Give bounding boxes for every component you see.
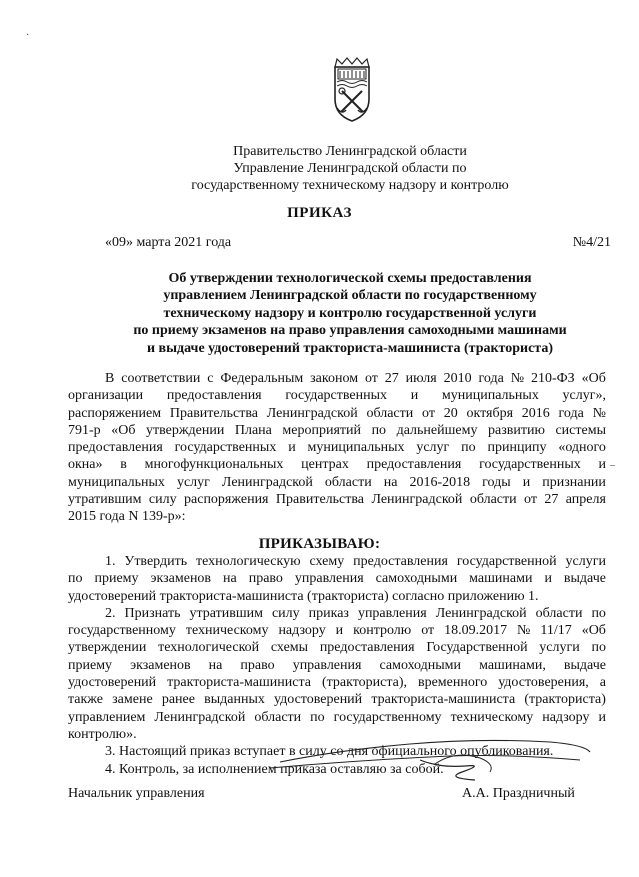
word: право [240, 657, 275, 673]
preamble-line [68, 439, 606, 456]
word: по [310, 709, 325, 725]
word: выдаче [563, 657, 606, 673]
word: 27 [544, 492, 559, 508]
scan-mark: – [610, 460, 615, 471]
org-line: Управление Ленинградской области по [233, 161, 467, 176]
signer-position: Начальник управления [68, 786, 205, 801]
word: и [598, 457, 606, 473]
word: и [598, 709, 606, 725]
word: на [208, 657, 223, 673]
scan-mark: · [26, 30, 30, 41]
word: 2. [105, 605, 116, 621]
subject-line: управлением Ленинградской области по государственному [163, 288, 537, 304]
item-2-line: контролю». [68, 726, 137, 742]
word: Федеральным [220, 371, 304, 386]
word: государственному [68, 623, 176, 639]
word: приему [94, 571, 139, 587]
word: В [105, 371, 115, 386]
word: области [469, 492, 517, 508]
word: области [535, 605, 583, 621]
word: 18.09.2017 [444, 623, 508, 639]
word: признании [542, 474, 606, 490]
word: октября [466, 405, 514, 421]
word: центрах [301, 457, 349, 473]
word: предоставления [166, 388, 262, 404]
word: 2016-2018 [409, 474, 471, 490]
word: технологической [158, 640, 260, 656]
word: силу [148, 492, 177, 508]
word: по [461, 440, 476, 456]
word: техническому [450, 709, 534, 725]
word: годы [482, 474, 511, 490]
word: года [478, 371, 504, 386]
word: тракториста-машиниста [167, 675, 311, 691]
word: управлением [68, 709, 146, 725]
word: Правительства [169, 405, 258, 421]
preamble-paragraph [68, 370, 606, 526]
word: «одного [558, 440, 606, 456]
word: Ленинградской [371, 492, 463, 508]
item-2-line [68, 674, 606, 691]
word: утратившим [189, 605, 263, 621]
preamble-line: 2015 года N 139-р»: [68, 509, 186, 525]
subject-line: по приему экзаменов на право управления самоходными машинами [133, 323, 567, 339]
word: системы [555, 422, 606, 438]
word: контролю [353, 623, 412, 639]
word: услуги [565, 554, 606, 569]
word: предоставления [353, 554, 448, 569]
word: распоряжением [68, 405, 162, 421]
item-1-line [68, 553, 606, 570]
word: многофункциональных [144, 457, 284, 473]
word: 1. [105, 554, 116, 569]
word: № [592, 405, 606, 421]
word: предоставления [319, 640, 415, 656]
word: 20 [443, 405, 458, 421]
subject-line: и выдаче удостоверений тракториста-машиниста (тракториста) [146, 340, 554, 356]
word: схемы [270, 640, 309, 656]
preamble-line [68, 422, 606, 439]
word: утверждении [145, 422, 225, 438]
word: выданных [204, 692, 265, 708]
word: Ленинградской [154, 709, 246, 725]
word: утратившим [68, 492, 142, 508]
word: на [223, 571, 237, 587]
word: муниципальных [68, 474, 165, 490]
word: области [324, 474, 372, 490]
word: Ленинградской [221, 474, 313, 490]
preamble-line [68, 491, 606, 508]
word: Правительства [275, 492, 365, 508]
word: удостоверения, [498, 675, 589, 691]
word: от [524, 492, 537, 508]
word: июля [405, 371, 437, 386]
word: распоряжения [184, 492, 269, 508]
word: государственной [456, 554, 557, 569]
word: «Об [581, 371, 606, 386]
word: соответствии [121, 371, 201, 386]
word: принципу [487, 440, 547, 456]
word: по [591, 605, 606, 621]
word: управления [357, 605, 427, 621]
word: услуг [176, 474, 210, 490]
word: окна» [68, 457, 103, 473]
word: и [335, 623, 344, 639]
word: 2016 [521, 405, 550, 421]
word: развитию [488, 422, 545, 438]
word: ранее [161, 692, 195, 708]
order-number: №4/21 [572, 235, 611, 250]
word: Ленинградской [435, 605, 527, 621]
word: временного [417, 675, 488, 691]
word: Плана [234, 422, 272, 438]
word: самоходными [375, 571, 458, 587]
word: 2010 [443, 371, 472, 386]
word: муниципальных [307, 440, 405, 456]
word: право [248, 571, 283, 587]
word: области [254, 709, 302, 725]
preamble-line [68, 456, 606, 473]
word: мероприятий [282, 422, 362, 438]
item-2-line [68, 605, 606, 622]
word: государственному [333, 709, 442, 725]
org-line: Правительство Ленинградской области [233, 144, 467, 159]
coat-of-arms-emblem [327, 55, 377, 123]
word: экзаменов [130, 657, 191, 673]
order-date: «09» марта 2021 года [105, 235, 232, 250]
subject-line: Об утверждении технологической схемы предоставления [168, 271, 532, 286]
org-line: государственному техническому надзору и контролю [191, 178, 509, 193]
word: удостоверений [68, 675, 157, 691]
signer-name: А.А. Праздничный [462, 786, 575, 801]
word: управления [292, 657, 362, 673]
word: Ленинградской [266, 405, 358, 421]
item-2-line [68, 657, 606, 674]
organization-header [150, 143, 550, 194]
word: законом [310, 371, 359, 386]
order-subject [90, 270, 610, 357]
word: машинами, [479, 657, 546, 673]
item-1-line [68, 570, 606, 587]
word: приказ [308, 605, 349, 621]
word: в [120, 457, 127, 473]
word: 210-ФЗ [530, 371, 575, 386]
word: услуги [539, 640, 580, 656]
word: от [422, 405, 435, 421]
word: предоставления [366, 457, 462, 473]
item-3-line: 3. Настоящий приказ вступает в силу со дня официального опубликования. [105, 744, 554, 760]
word: 791-р [68, 422, 101, 438]
word: удостоверений [274, 692, 363, 708]
word: с [207, 371, 214, 386]
word: государственных [285, 388, 388, 404]
word: машинами [469, 571, 533, 587]
word: «Об [111, 422, 136, 438]
word: а [599, 675, 606, 691]
word: по [371, 422, 387, 438]
preamble-line [68, 387, 606, 404]
word: № [517, 623, 531, 639]
word: и [544, 571, 552, 587]
word: Государственной [426, 640, 528, 656]
preamble-line [68, 370, 606, 387]
word: «Об [581, 623, 606, 639]
word: года [558, 405, 584, 421]
preamble-line [68, 405, 606, 422]
word: (тракториста), [321, 675, 408, 691]
word: надзору [542, 709, 590, 725]
word: также [68, 692, 104, 708]
word: услуг», [562, 388, 606, 404]
word: технологическую [196, 554, 301, 569]
word: выдаче [563, 571, 606, 587]
word: управления [294, 571, 364, 587]
word: тракториста-машиниста [371, 692, 516, 708]
word: и [288, 440, 296, 456]
word: № [510, 371, 525, 386]
word: от [364, 371, 378, 386]
word: Признать [124, 605, 181, 621]
word: (тракториста) [524, 692, 606, 708]
word: услуг [416, 440, 450, 456]
word: организации [68, 388, 144, 404]
word: приему [68, 657, 113, 673]
word: самоходными [379, 657, 462, 673]
word: утверждении [68, 640, 147, 656]
word: замене [112, 692, 153, 708]
word: области [366, 405, 414, 421]
word: экзаменов [150, 571, 212, 587]
handwritten-signature [250, 720, 620, 795]
word: надзору [278, 623, 326, 639]
word: схему [309, 554, 345, 569]
word: по [68, 571, 83, 587]
word: государственных [479, 457, 581, 473]
word: 27 [384, 371, 399, 386]
item-2-line [68, 639, 606, 656]
word: от [421, 623, 435, 639]
word: Утвердить [124, 554, 188, 569]
subject-line: техническому надзору и контролю государственной услуги [163, 305, 537, 321]
item-2-line [68, 622, 606, 639]
item-1-line: удостоверений тракториста-машиниста (тракториста) согласно приложению 1. [68, 588, 539, 604]
order-heading: ПРИКАЗЫВАЮ: [258, 536, 381, 552]
word: техническому [185, 623, 269, 639]
word: силу [271, 605, 300, 621]
item-2-line [68, 691, 606, 708]
word: муниципальных [441, 388, 539, 404]
word: апреля [565, 492, 606, 508]
item-4-line: 4. Контроль, за исполнением приказа оставляю за собой. [105, 761, 444, 777]
word: по [591, 640, 606, 656]
preamble-line [68, 474, 606, 491]
word: 11/17 [540, 623, 572, 639]
word: государственных [174, 440, 277, 456]
word: и [410, 388, 419, 404]
word: дальнейшему [396, 422, 478, 438]
word: на [383, 474, 398, 490]
document-title: ПРИКАЗ [287, 205, 352, 221]
word: и [522, 474, 531, 490]
word: предоставления [68, 440, 163, 456]
